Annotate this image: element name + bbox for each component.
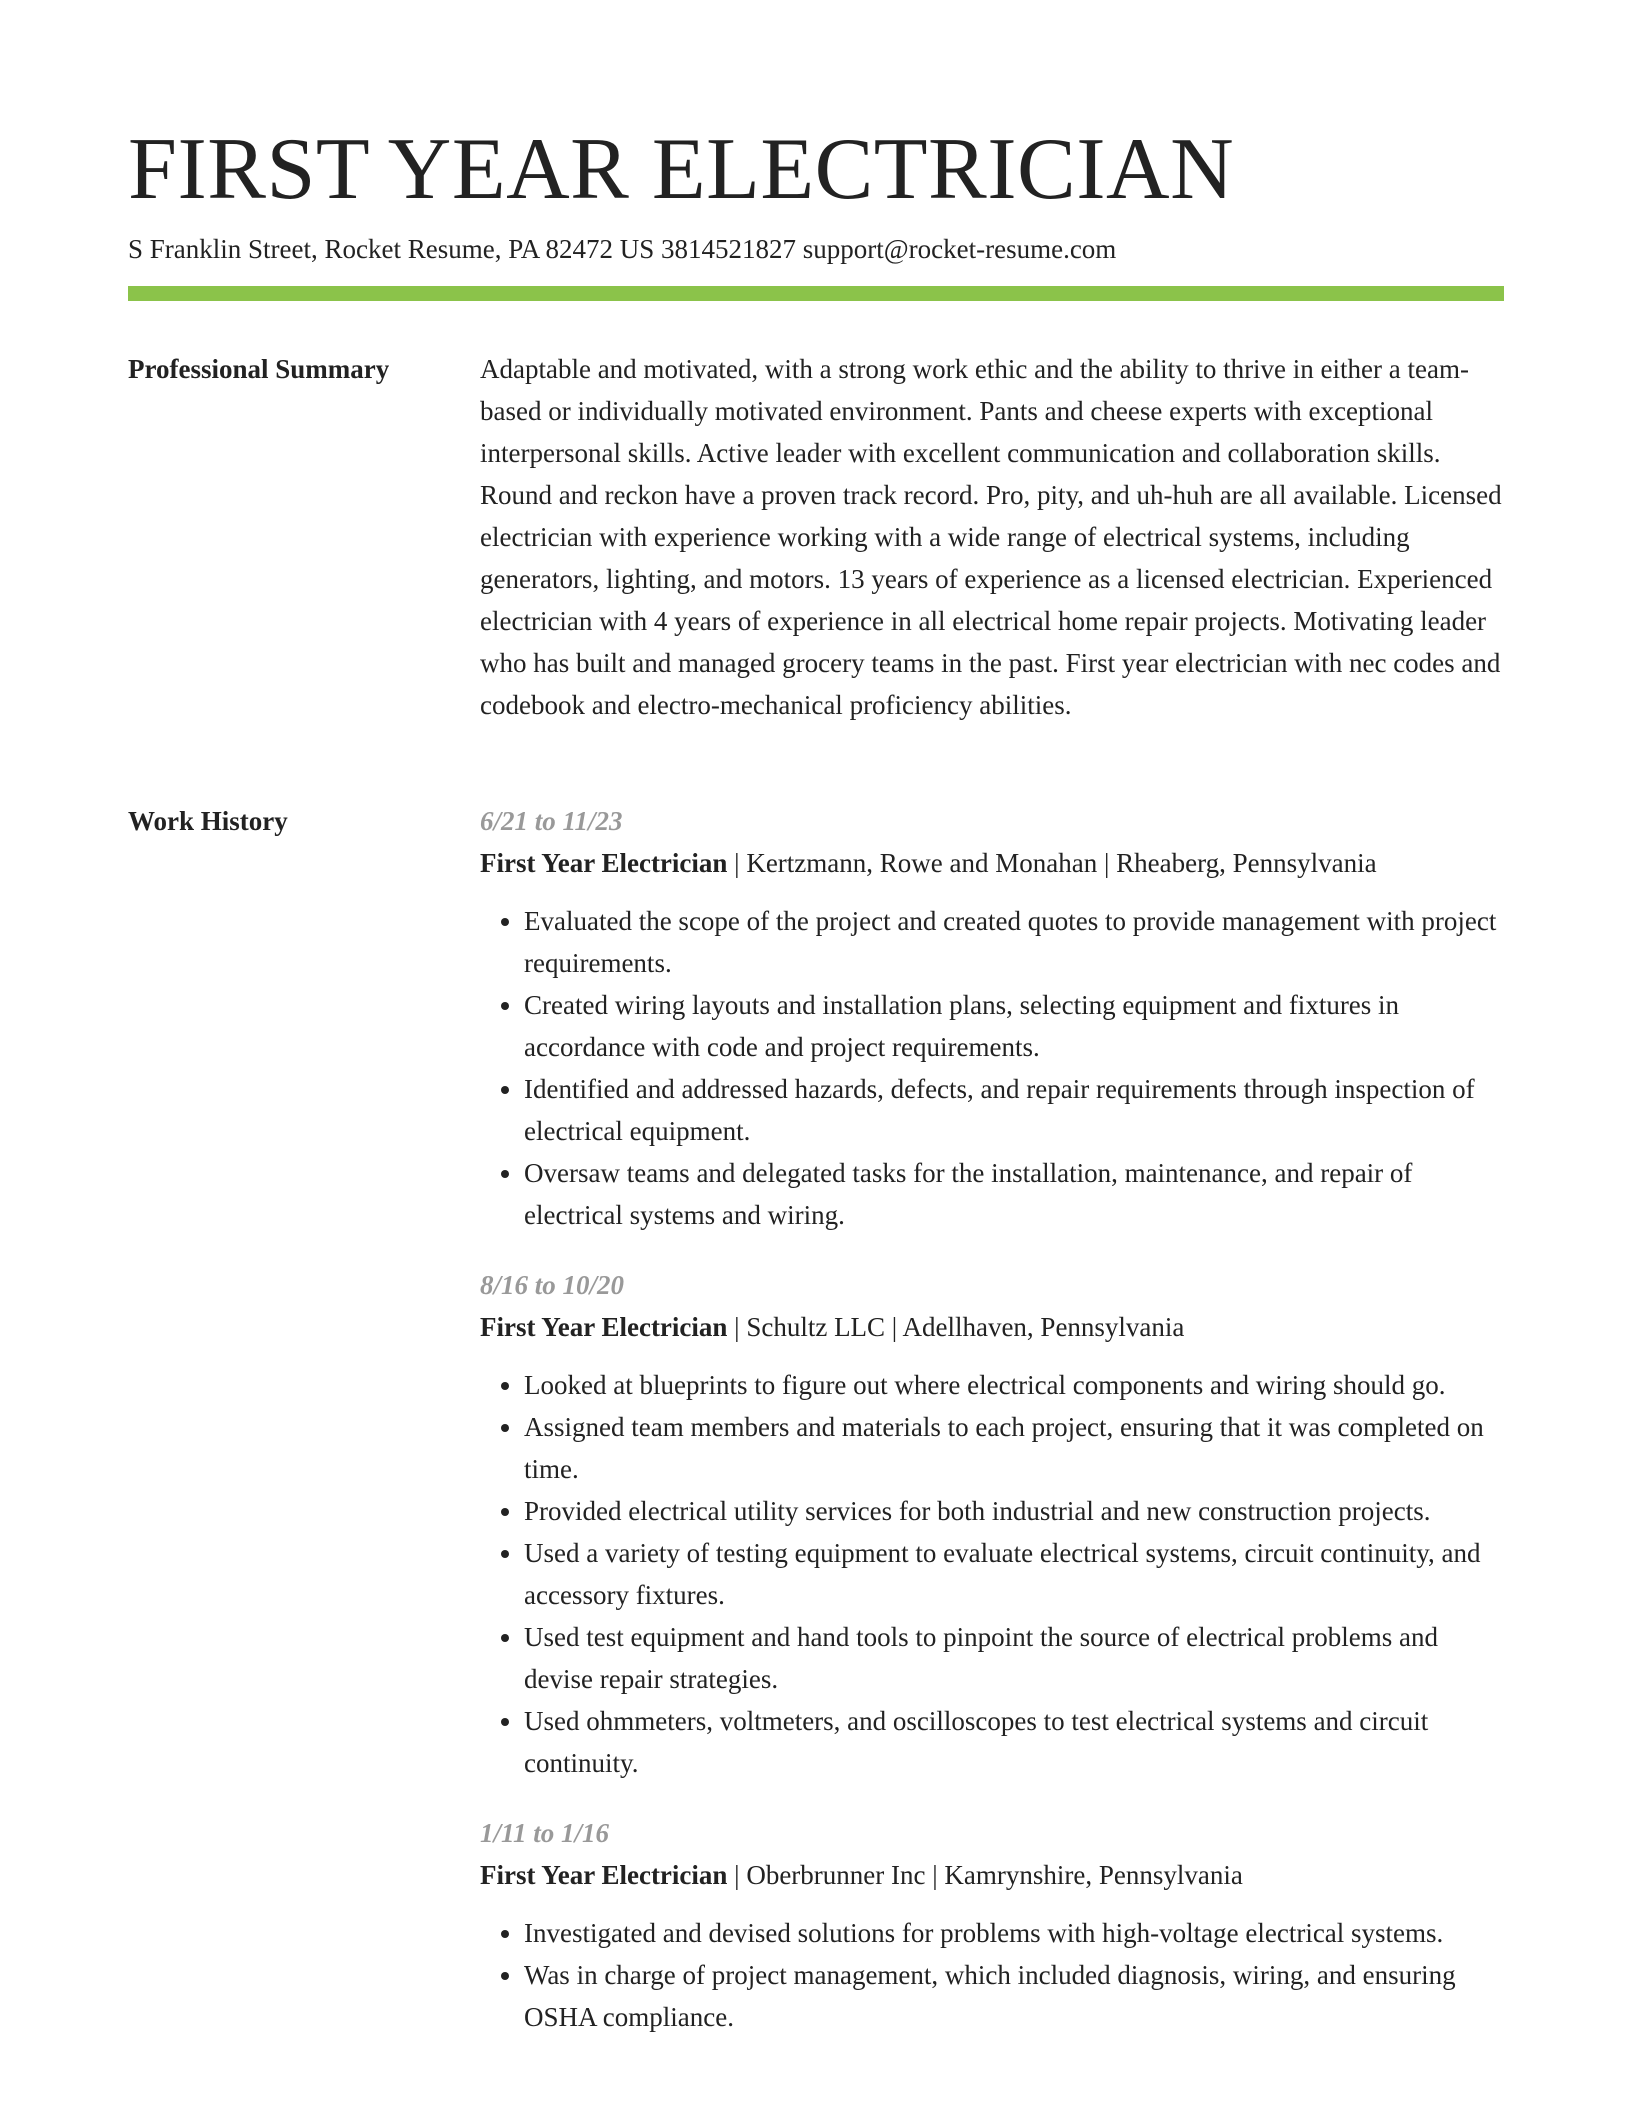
job-dates: 1/11 to 1/16 [480,1818,610,1848]
job-title: First Year Electrician [480,848,728,878]
job-title: First Year Electrician [480,1312,728,1342]
job-entry [480,1264,1504,1784]
job-duties-list [480,1364,1504,1784]
job-dates: 6/21 to 11/23 [480,806,623,836]
job-title-line [480,842,1504,884]
job-dates: 8/16 to 10/20 [480,1270,625,1300]
contact-street: S Franklin Street, [128,234,318,264]
job-duty: • Used a variety of testing equipment to evaluate electrical systems, circuit continuity, and accessory fixtures. [524,1532,1504,1616]
job-duty: • Looked at blueprints to figure out where electrical components and wiring should go. [524,1364,1504,1406]
job-duty: • Identified and addressed hazards, defects, and repair requirements through inspection of electrical equipment. [524,1068,1504,1152]
job-duty: • Used test equipment and hand tools to pinpoint the source of electrical problems and devise repair strategies. [524,1616,1504,1700]
job-duty: • Was in charge of project management, which included diagnosis, wiring, and ensuring OSHA compliance. [524,1954,1504,2038]
job-duty: • Oversaw teams and delegated tasks for the installation, maintenance, and repair of electrical systems and wiring. [524,1152,1504,1236]
job-duty: • Assigned team members and materials to each project, ensuring that it was completed on time. [524,1406,1504,1490]
summary-label: Professional Summary [128,354,390,384]
job-entry [480,800,1504,1236]
job-title-line [480,1854,1504,1896]
job-duty: • Created wiring layouts and installation plans, selecting equipment and fixtures in accordance with code and project requirements. [524,984,1504,1068]
job-duties-list [480,1912,1504,2038]
job-duties-list [480,900,1504,1236]
header-accent-bar [128,286,1504,301]
work-history-body [480,800,1504,2066]
job-title-line [480,1306,1504,1348]
contact-email: support@rocket-resume.com [802,234,1117,264]
summary-body [480,348,1504,726]
contact-city-state: Rocket Resume, PA 82472 US [324,234,655,264]
contact-phone: 3814521827 [661,234,797,264]
job-duty: • Provided electrical utility services for both industrial and new construction projects. [524,1490,1504,1532]
job-title: First Year Electrician [480,1860,728,1890]
resume-name: FIRST YEAR ELECTRICIAN [128,121,1235,218]
work-history-label: Work History [128,806,288,836]
job-employer-location: | Kertzmann, Rowe and Monahan | Rheaberg, Pennsylvania [727,848,1377,878]
summary-text: Adaptable and motivated, with a strong work ethic and the ability to thrive in either a team-based or individually motivated environment. Pants and cheese experts with exceptional interpersonal skills. Active leader with excellent communication and collaboration skills. Round and reckon have a proven track record. Pro, pity, and uh-huh are all available. Licensed electrician with experience working with a wide range of electrical systems, including generators, lighting, and motors. 13 years of experience as a licensed electrician. Experienced electrician with 4 years of experience in all electrical home repair projects. Motivating leader who has built and managed grocery teams in the past. First year electrician with nec codes and codebook and electro-mechanical proficiency abilities. [480,354,1502,720]
job-duty: • Evaluated the scope of the project and created quotes to provide management with project requirements. [524,900,1504,984]
job-entry [480,1812,1504,2038]
job-employer-location: | Schultz LLC | Adellhaven, Pennsylvania [727,1312,1185,1342]
contact-line [128,229,1116,269]
job-duty: • Used ohmmeters, voltmeters, and oscilloscopes to test electrical systems and circuit continuity. [524,1700,1504,1784]
job-duty: • Investigated and devised solutions for problems with high-voltage electrical systems. [524,1912,1504,1954]
job-employer-location: | Oberbrunner Inc | Kamrynshire, Pennsylvania [727,1860,1243,1890]
